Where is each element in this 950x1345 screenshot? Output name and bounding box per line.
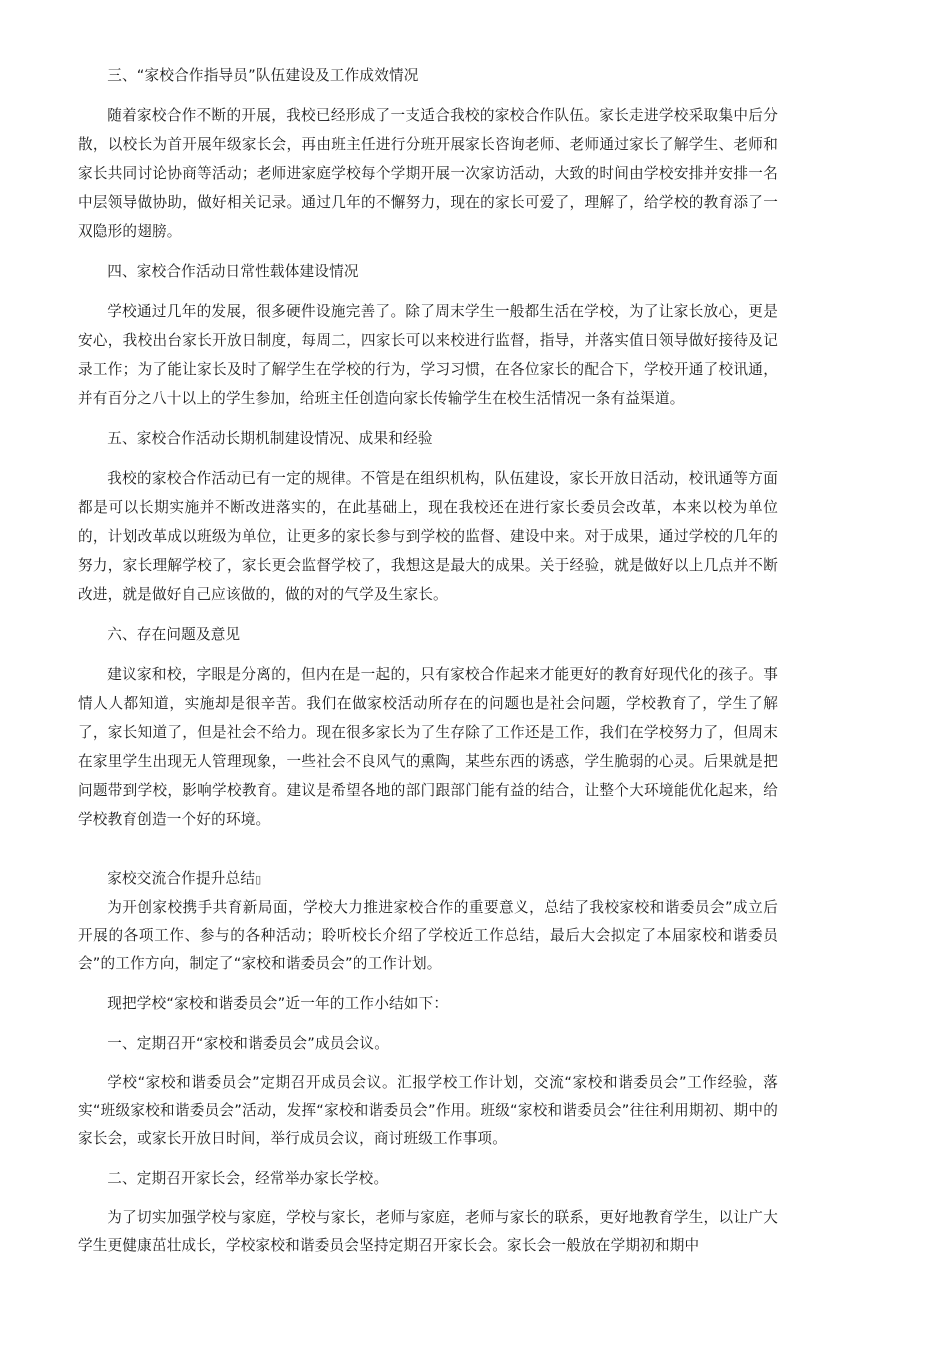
second-document (78, 864, 778, 1260)
section-6-heading: 六、存在问题及意见 (107, 626, 241, 643)
title-mark: ▯ (255, 873, 262, 886)
section-4-body: 学校通过几年的发展，很多硬件设施完善了。除了周末学生一般都生活在学校，为了让家长放心，更是安心，我校出台家长开放日制度，每周二，四家长可以来校进行监督，指导，并落实值日领导做好接待及记录工作；为了能让家长及时了解学生在学校的行为，学习习惯，在各位家长的配合下，学校开通了校讯通，并有百分之八十以上的学生参加，给班主任创造向家长传输学生在校生活情况一条有益渠道。 (78, 303, 778, 407)
intro-paragraph: 为开创家校携手共育新局面，学校大力推进家校合作的重要意义，总结了我校家校和谐委员会”成立后开展的各项工作、参与的各种活动；聆听校长介绍了学校近工作总结，最后大会拟定了本届家校和谐委员会”的工作方向，制定了“家校和谐委员会”的工作计划。 (78, 899, 778, 972)
section-3-heading: 三、“家校合作指导员”队伍建设及工作成效情况 (107, 67, 419, 84)
section-5-heading: 五、家校合作活动长期机制建设情况、成果和经验 (107, 430, 433, 447)
section-3-body: 随着家校合作不断的开展，我校已经形成了一支适合我校的家校合作队伍。家长走进学校采取集中后分散，以校长为首开展年级家长会，再由班主任进行分班开展家长咨询老师、老师通过家长了解学生、老师和家长共同讨论协商等活动；老师进家庭学校每个学期开展一次家访活动，大致的时间由学校安排并安排一名中层领导做协助，做好相关记录。通过几年的不懈努力，现在的家长可爱了，理解了，给学校的教育添了一双隐形的翅膀。 (78, 107, 778, 240)
section-4-heading: 四、家校合作活动日常性载体建设情况 (107, 263, 359, 280)
item-2-body: 为了切实加强学校与家庭，学校与家长，老师与家庭，老师与家长的联系，更好地教育学生，以让广大学生更健康茁壮成长，学校家校和谐委员会坚持定期召开家长会。家长会一般放在学期初和期中 (78, 1209, 778, 1254)
item-1-body: 学校“家校和谐委员会”定期召开成员会议。汇报学校工作计划，交流“家校和谐委员会”工作经验，落实“班级家校和谐委员会”活动，发挥“家校和谐委员会”作用。班级“家校和谐委员会”往往利用期初、期中的家长会，或家长开放日时间，举行成员会议，商讨班级工作事项。 (78, 1074, 778, 1147)
document-title (78, 864, 778, 894)
document-page (78, 0, 778, 1260)
document-title-text: 家校交流合作提升总结 (107, 870, 256, 887)
item-2-heading: 二、定期召开家长会，经常举办家长学校。 (107, 1170, 389, 1187)
section-5-body: 我校的家校合作活动已有一定的规律。不管是在组织机构，队伍建设，家长开放日活动，校讯通等方面都是可以长期实施并不断改进落实的，在此基础上，现在我校还在进行家长委员会改革，本来以校为单位的，计划改革成以班级为单位，让更多的家长参与到学校的监督、建设中来。对于成果，通过学校的几年的努力，家长理解学校了，家长更会监督学校了，我想这是最大的成果。关于经验，就是做好以上几点并不断改进，就是做好自己应该做的，做的对的气学及生家长。 (78, 470, 778, 603)
section-6-body: 建议家和校，字眼是分离的，但内在是一起的，只有家校合作起来才能更好的教育好现代化的孩子。事情人人都知道，实施却是很辛苦。我们在做家校活动所存在的问题也是社会问题，学校教育了，学生了解了，家长知道了，但是社会不给力。现在很多家长为了生存除了工作还是工作，我们在学校努力了，但周末在家里学生出现无人管理现象，一些社会不良风气的熏陶，某些东西的诱惑，学生脆弱的心灵。后果就是把问题带到学校，影响学校教育。建议是希望各地的部门跟部门能有益的结合，让整个大环境能优化起来，给学校教育创造一个好的环境。 (78, 666, 778, 828)
summary-line: 现把学校“家校和谐委员会”近一年的工作小结如下： (107, 995, 449, 1012)
item-1-heading: 一、定期召开“家校和谐委员会”成员会议。 (107, 1035, 389, 1052)
